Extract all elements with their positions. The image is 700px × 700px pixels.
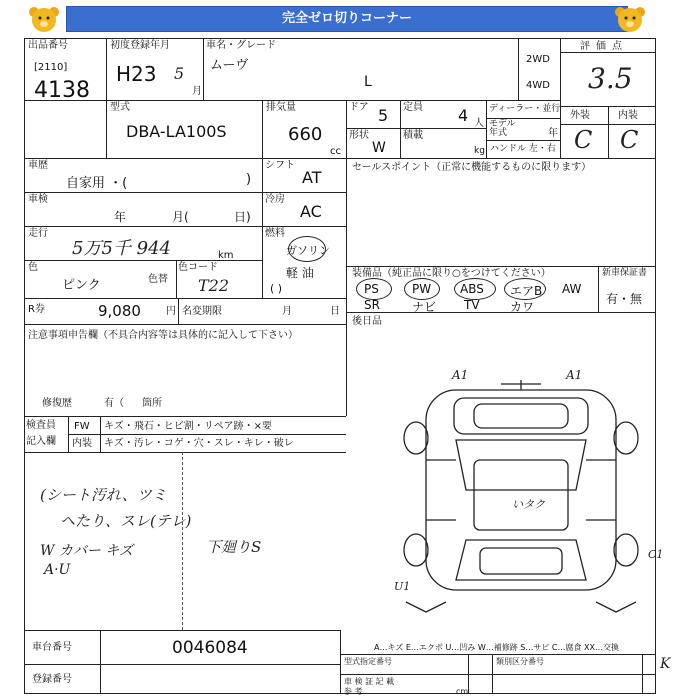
name-change-label: 名変期限 xyxy=(182,306,222,317)
mileage-unit: km xyxy=(218,250,234,261)
dealer-year-unit: 年 xyxy=(548,128,558,139)
mileage-value: 5万5千 944 xyxy=(72,238,171,259)
fuel-gas-circle xyxy=(288,236,326,262)
colorcode-value: T22 xyxy=(198,276,230,295)
equip-pw-circle xyxy=(404,278,440,300)
equip-abs: ABS xyxy=(460,282,484,296)
color-value: ピンク xyxy=(62,278,101,293)
chassis-value: 0046084 xyxy=(172,638,248,658)
inspector-interior-items: キズ・汚レ・コゲ・穴・スレ・キレ・破レ xyxy=(104,438,294,449)
shape-value: W xyxy=(372,140,386,156)
equip-ps-circle xyxy=(356,278,392,300)
score-int: C xyxy=(620,126,639,154)
history-close: ) xyxy=(246,172,252,187)
class-number-label: 類別区分番号 xyxy=(496,657,544,666)
capacity-unit: 人 xyxy=(474,118,484,129)
ac-value: AC xyxy=(300,202,322,221)
bear-mascot-left-icon xyxy=(24,4,64,34)
fuel-diesel: 軽 油 xyxy=(286,266,314,280)
equip-tv: TV xyxy=(464,298,480,312)
back-date-label: 後日品 xyxy=(352,316,382,327)
doors-value: 5 xyxy=(378,106,389,125)
score-ext: C xyxy=(574,126,593,154)
displacement-unit: cc xyxy=(330,146,341,157)
mileage-label: 走行 xyxy=(28,228,48,239)
sales-point-label: セールスポイント（正常に機能するものに限ります） xyxy=(352,162,592,173)
equip-navi: ナビ xyxy=(412,300,437,314)
fuel-label: 燃料 xyxy=(265,228,285,239)
diagram-mark-c1: C1 xyxy=(648,548,664,561)
equip-leather: カワ xyxy=(510,300,535,314)
color-label: 色 xyxy=(28,262,38,273)
new-car-warranty-label: 新車保証書 xyxy=(602,268,648,278)
car-name-label: 車名・グレード xyxy=(206,40,276,51)
car-grade: L xyxy=(364,74,372,90)
score-ext-label: 外装 xyxy=(570,110,590,121)
shift-value: AT xyxy=(302,168,322,187)
model-label: 型式 xyxy=(110,102,130,113)
new-car-warranty-value: 有・無 xyxy=(606,292,643,306)
handle-label: ハンドル 左・右 xyxy=(490,144,556,154)
equip-pw: PW xyxy=(412,282,432,296)
model-value: DBA-LA100S xyxy=(126,122,227,141)
color-change-label: 色替 xyxy=(148,274,168,285)
inspector-interior: 内装 xyxy=(72,438,92,449)
damage-legend: A…キズ E…エクボ U…凹み W…補修跡 S…サビ C…腐食 XX…交換 xyxy=(374,643,620,652)
lot-code: [2110] xyxy=(34,62,68,73)
notes-label: 注意事項申告欄（不具合内容等は具体的に記入して下さい） xyxy=(28,330,298,341)
car-name: ムーヴ xyxy=(210,58,249,73)
drive-4wd: 4WD xyxy=(526,80,550,91)
registration-record-label: 車 検 証 記 載 xyxy=(344,677,395,686)
inspection-label: 車検 xyxy=(28,194,48,205)
registration-era: H23 xyxy=(116,62,157,86)
equip-sr: SR xyxy=(364,298,380,312)
name-change-day: 日 xyxy=(330,306,340,317)
diagram-mark-u1: U1 xyxy=(394,580,411,593)
inspector-fw: FW xyxy=(74,421,90,432)
recycle-label: R券 xyxy=(28,304,45,315)
banner-title: 完全ゼロ切りコーナー xyxy=(66,6,628,32)
dealer-label: ディーラー・並行 xyxy=(489,104,561,114)
equip-abs-circle xyxy=(454,278,496,300)
diagram-mark-center: いタク xyxy=(512,498,545,511)
capacity-label: 定員 xyxy=(403,102,423,113)
recycle-value: 9,080 xyxy=(98,302,141,320)
equip-ps: PS xyxy=(364,282,379,296)
lot-label: 出品番号 xyxy=(28,40,68,51)
capacity-value: 4 xyxy=(458,106,469,125)
repair-history-unit: 箇所 xyxy=(142,398,162,409)
handwritten-line1: (シート汚れ、ツミ xyxy=(40,486,167,504)
cm-unit: cm xyxy=(456,687,469,696)
inspection-year: 年 xyxy=(114,210,127,224)
equip-airbag: エアB xyxy=(510,284,543,298)
score-value: 3.5 xyxy=(588,62,633,95)
chassis-label: 車台番号 xyxy=(32,642,72,653)
equip-airbag-circle xyxy=(504,278,546,300)
lot-number: 4138 xyxy=(34,78,90,103)
registration-label: 初度登録年月 xyxy=(110,40,170,51)
ac-label: 冷房 xyxy=(265,194,285,205)
fuel-paren: ( ) xyxy=(270,282,283,295)
inspection-day: 日) xyxy=(234,210,251,224)
dealer-model-year: モデル 年式 xyxy=(489,119,516,138)
model-designation-label: 型式指定番号 xyxy=(344,657,392,666)
drive-2wd: 2WD xyxy=(526,54,550,65)
score-int-label: 内装 xyxy=(618,110,638,121)
history-value: 自家用 ・( xyxy=(66,176,128,191)
inspector-label2: 記入欄 xyxy=(26,436,56,447)
displacement-value: 660 xyxy=(288,124,323,145)
handwritten-line5: A·U xyxy=(44,562,71,578)
equip-aw: AW xyxy=(562,282,582,296)
displacement-label: 排気量 xyxy=(266,102,296,113)
bear-mascot-right-icon xyxy=(610,4,650,34)
inspector-fw-items: キズ・飛石・ヒビ割・リペア跡・×要 xyxy=(104,421,272,432)
repair-history-value: 有（ xyxy=(104,398,124,409)
handwritten-line2: ヘたり、スレ(テレ) xyxy=(60,512,192,530)
handwritten-line4: 下廻りS xyxy=(206,538,262,556)
shift-label: シフト xyxy=(265,160,295,171)
inspection-month: 月( xyxy=(172,210,189,224)
colorcode-label: 色コード xyxy=(178,262,218,273)
history-label: 車歴 xyxy=(28,160,48,171)
reference-label: 参 考 xyxy=(344,687,363,696)
name-change-month: 月 xyxy=(282,306,292,317)
handwritten-line3: W カバー キズ xyxy=(40,543,134,559)
score-label: 評価点 xyxy=(580,41,628,52)
repair-history-label: 修復歴 xyxy=(42,398,72,409)
diagram-mark-a1-right: A1 xyxy=(566,368,583,382)
shape-label: 形状 xyxy=(349,130,369,141)
recycle-unit: 円 xyxy=(166,306,176,317)
load-label: 積載 xyxy=(403,130,423,141)
equipment-label: 装備品（純正品に限り○をつけてください） xyxy=(352,268,551,279)
registration-month-unit: 月 xyxy=(192,86,202,97)
inspector-label: 検査員 xyxy=(26,420,56,431)
diagram-mark-a1-left: A1 xyxy=(452,368,469,382)
k-mark: K xyxy=(660,656,671,672)
reg-number-label: 登録番号 xyxy=(32,674,72,685)
doors-label: ドア xyxy=(349,102,369,113)
fuel-gas: ガソリン xyxy=(286,244,330,257)
load-unit: kg xyxy=(474,146,485,156)
registration-month: 5 xyxy=(174,64,185,83)
